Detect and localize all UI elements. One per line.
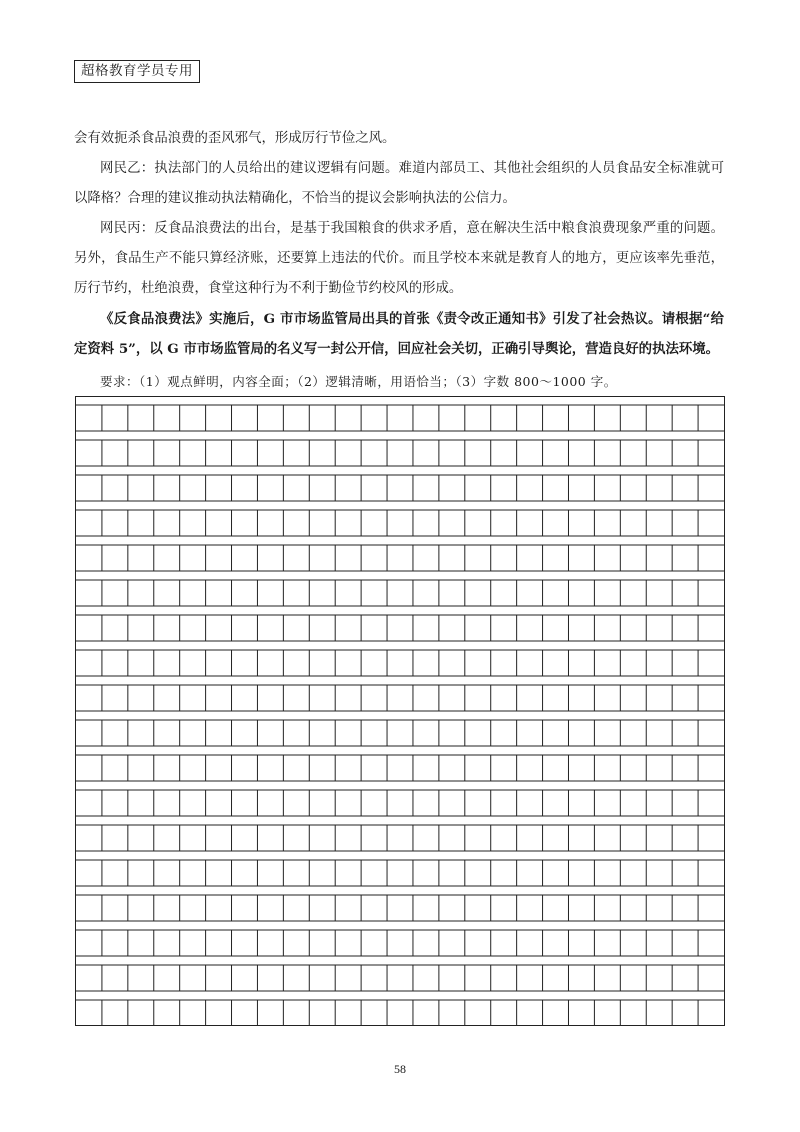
page-number: 58: [394, 1062, 406, 1076]
paragraph-continuation: 会有效扼杀食品浪费的歪风邪气，形成厉行节俭之风。: [74, 131, 396, 146]
header-label: 超格教育学员专用: [74, 60, 200, 83]
question-prompt: 《反食品浪费法》实施后，G 市市场监管局出具的首张《责令改正通知书》引发了社会热议。请根据“给定资料 5”，以 G 市市场监管局的名义写一封公开信，回应社会关切，正确引导舆论，营造良好的执法环境。: [74, 311, 724, 357]
paragraph-netizen-yi: 网民乙：执法部门的人员给出的建议逻辑有问题。难道内部员工、其他社会组织的人员食品安全标准就可以降格？合理的建议推动执法精确化，不恰当的提议会影响执法的公信力。: [74, 161, 724, 206]
essay-grid-lines: [75, 396, 725, 1026]
question-requirements: 要求：（1）观点鲜明，内容全面；（2）逻辑清晰，用语恰当；（3）字数 800～1000 字。: [100, 374, 617, 389]
essay-answer-grid[interactable]: [75, 396, 725, 1026]
paragraph-netizen-bing: 网民丙：反食品浪费法的出台，是基于我国粮食的供求矛盾，意在解决生活中粮食浪费现象严重的问题。另外，食品生产不能只算经济账，还要算上违法的代价。而且学校本来就是教育人的地方，更应该率先垂范，厉行节约，杜绝浪费，食堂这种行为不利于勤俭节约校风的形成。: [74, 221, 724, 296]
